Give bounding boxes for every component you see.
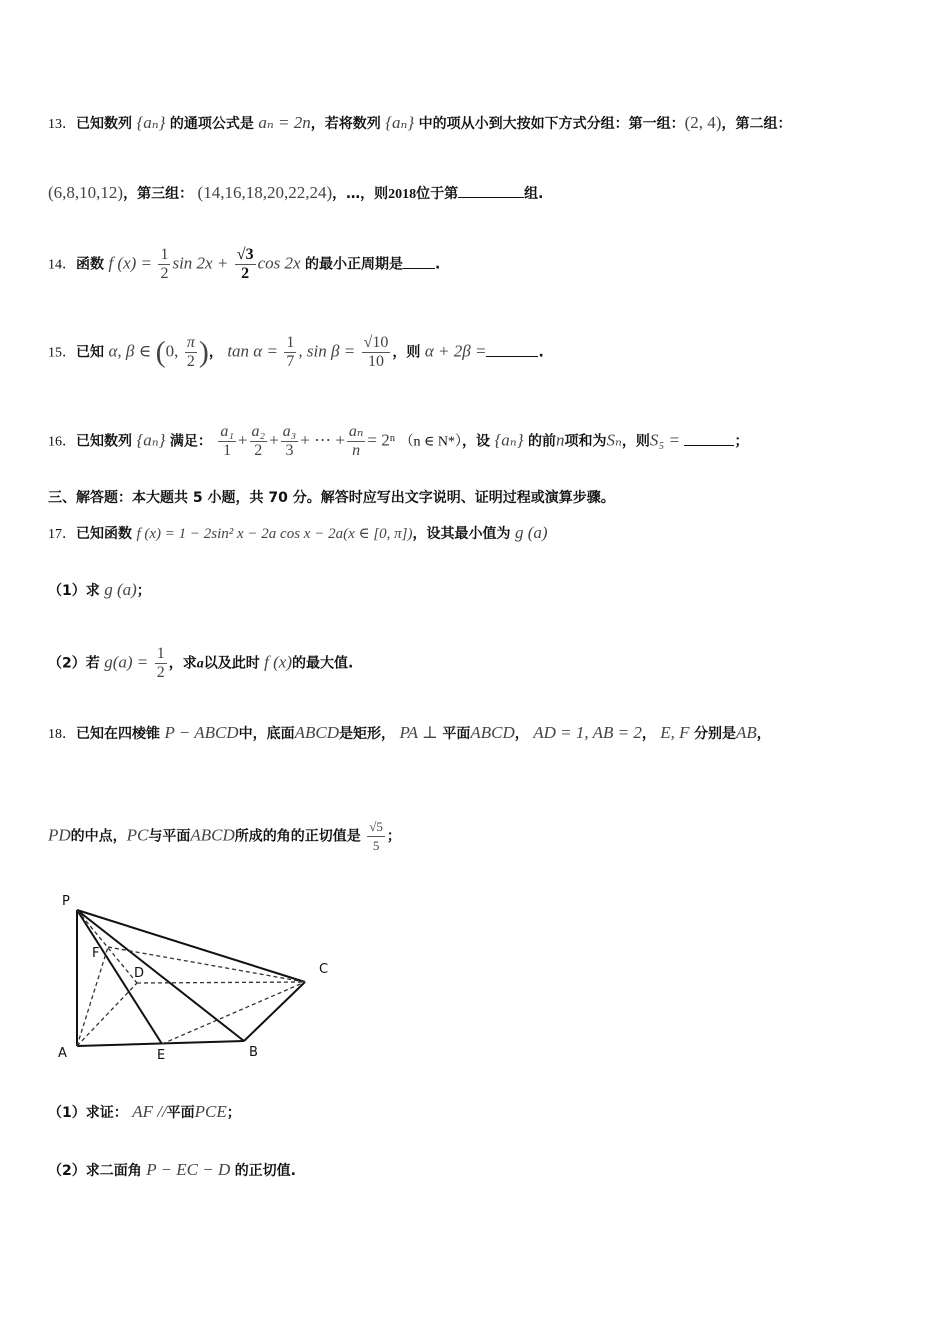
- edge-pd-hidden: [77, 910, 137, 983]
- q13-line2: (6,8,10,12)，第三组： (14,16,18,20,22,24)，…，则2018位于第 组.: [48, 183, 544, 202]
- edge-pc: [77, 910, 305, 982]
- q17-part1: （1）求 g (a)；: [48, 580, 151, 599]
- group-3: (14,16,18,20,22,24): [197, 183, 333, 202]
- edge-ad-hidden: [77, 983, 137, 1046]
- label-f: F: [92, 946, 100, 961]
- sequence-an: {aₙ}: [136, 113, 166, 132]
- q17-line: 17．已知函数 f (x) = 1 − 2sin² x − 2a cos x − 2a(x ∈ [0, π])，设其最小值为 g (a): [48, 523, 548, 542]
- label-p: P: [62, 894, 70, 909]
- function-def: f (x) = 1 − 2sin² x − 2a cos x − 2a(x ∈ [0, π]): [136, 526, 413, 542]
- label-a: A: [58, 1046, 67, 1061]
- label-c: C: [319, 962, 329, 977]
- q18-part1: （1）求证： AF //平面PCE；: [48, 1102, 241, 1121]
- edge-af-hidden: [77, 947, 108, 1046]
- answer-blank: [486, 342, 538, 357]
- q17-part2: （2）若 g(a) = $\frac{1}{2}$ ，求a以及此时 f (x)的最大值.: [48, 645, 354, 681]
- answer-blank: [684, 431, 734, 446]
- edge-dc-hidden: [137, 982, 305, 983]
- q13-number: 13．: [48, 117, 76, 132]
- edge-bc: [244, 982, 305, 1041]
- q15-line: 15．已知 α, β ∈ (0, $\frac{\pi}{2}$ )， tan α = $\frac{1}{7}$ , sin β = $\frac{√10}{10}$ ，则 α + 2β = .: [48, 334, 544, 370]
- label-d: D: [134, 966, 145, 981]
- section-heading: 三、解答题：本大题共 5 小题，共 70 分。解答时应写出文字说明、证明过程或演算步骤。: [48, 490, 615, 506]
- formula-an: aₙ = 2n: [258, 113, 311, 132]
- label-e: E: [157, 1048, 166, 1063]
- function-fx: f (x) =: [108, 253, 153, 273]
- q18-line2: PD的中点，PC与平面ABCD所成的角的正切值是 $\frac{√5}{5}$ ；: [48, 819, 401, 853]
- edge-pb: [77, 910, 244, 1041]
- answer-blank: [458, 183, 524, 198]
- q16-line: 16．已知数列 {aₙ} 满足： $\frac{\text{a₁}}{1}$ + $\frac{\text{a₂}}{2}$ + $\frac{\text{a₃}}{3}$ + ⋯ + $\frac{\text{aₙ}}{n}$ = 2ⁿ （n ∈ N*），设 {aₙ} 的前n项和为Sₙ，则S₅ = ；: [48, 423, 749, 459]
- q13-line1: 13．已知数列 {aₙ} 的通项公式是 aₙ = 2n，若将数列 {aₙ} 中的项从小到大按如下方式分组：第一组：(2, 4)，第二组：: [48, 113, 792, 132]
- pyramid-figure: [52, 885, 342, 1065]
- label-b: B: [249, 1045, 258, 1060]
- q18-line1: 18．已知在四棱锥 P − ABCD中，底面ABCD是矩形， PA ⊥ 平面ABCD， AD = 1, AB = 2， E, F 分别是AB，: [48, 723, 771, 742]
- edge-pe: [77, 910, 162, 1044]
- group-2: (6,8,10,12): [48, 183, 124, 202]
- group-1: (2, 4): [684, 113, 722, 132]
- q14-line: 14．函数 f (x) = $\frac{1}{2}$ sin 2x + $\frac{√3}{2}$ cos 2x 的最小正周期是 .: [48, 246, 441, 282]
- fraction-sqrt3-half: $\frac{√3}{2}$: [236, 246, 254, 282]
- q18-part2: （2）求二面角 P − EC − D 的正切值.: [48, 1160, 297, 1179]
- fraction-half: $\frac{1}{2}$: [160, 246, 169, 282]
- edge-ec-hidden: [162, 982, 305, 1044]
- answer-blank: [403, 254, 435, 269]
